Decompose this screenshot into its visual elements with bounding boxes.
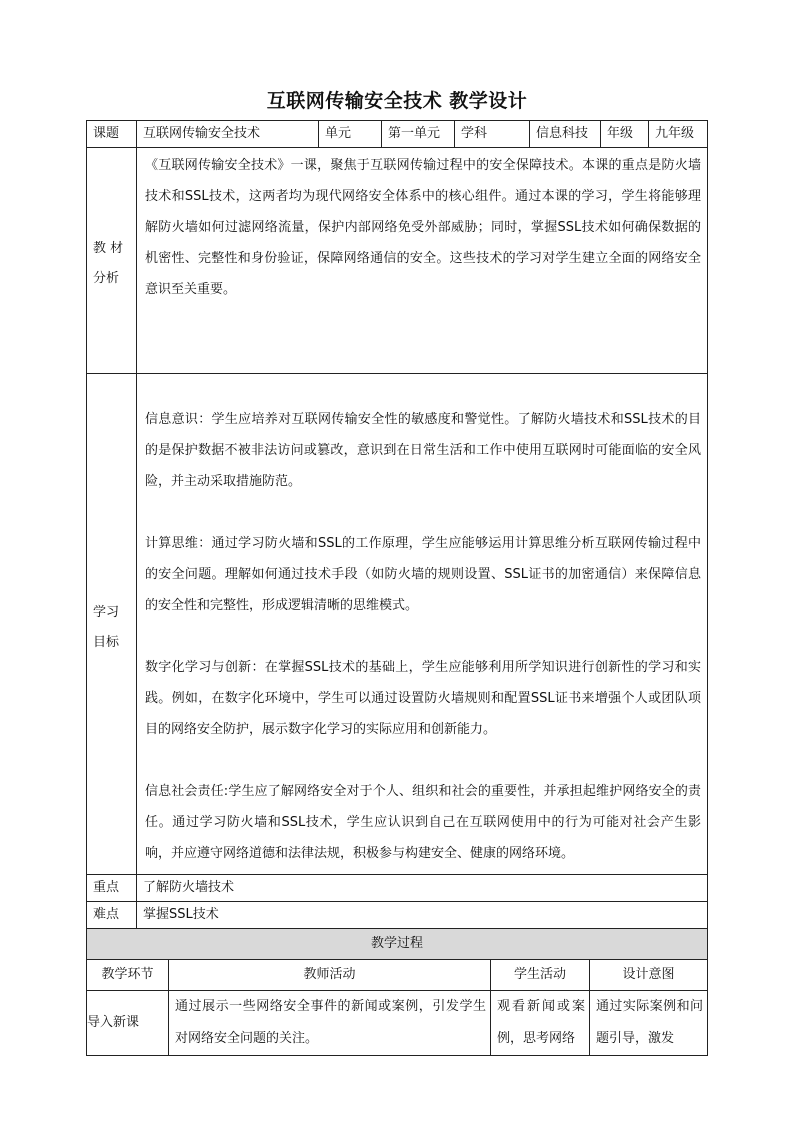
subject-value: 信息科技 — [530, 121, 601, 148]
material-text-cell — [137, 148, 708, 374]
process-row — [87, 991, 708, 1056]
page-title: 互联网传输安全技术 教学设计 — [266, 90, 528, 112]
lesson-info-table — [86, 120, 708, 929]
teacher-text: 通过展示一些网络安全事件的新闻或案例，引发学生对网络安全问题的关注。 — [175, 999, 486, 1046]
unit-label: 单元 — [319, 121, 382, 148]
col-intent: 设计意图 — [590, 960, 708, 991]
grade-value: 九年级 — [649, 121, 708, 148]
objectives-text-cell — [137, 374, 708, 875]
student-text: 观看新闻或案例，思考网络 — [497, 999, 585, 1046]
intent-text: 通过实际案例和问题引导，激发 — [596, 999, 704, 1046]
unit-value: 第一单元 — [382, 121, 455, 148]
header-row — [87, 121, 708, 148]
objective-computational-thinking: 计算思维：通过学习防火墙和SSL的工作原理，学生应能够运用计算思维分析互联网传输过程中的安全问题。理解如何通过技术手段（如防火墙的规则设置、SSL证书的加密通信）来保障信息的安全性和完整性，形成逻辑清晰的思维模式。 — [145, 536, 701, 613]
objectives-row — [87, 374, 708, 875]
process-columns-row — [87, 960, 708, 991]
objective-social-responsibility: 信息社会责任:学生应了解网络安全对于个人、组织和社会的重要性，并承担起维护网络安全的责任。通过学习防火墙和SSL技术，学生应认识到自己在互联网使用中的行为可能对社会产生影响，并应遵守网络道德和法律法规，积极参与构建安全、健康的网络环境。 — [145, 784, 701, 861]
student-cell — [491, 991, 590, 1056]
col-stage: 教学环节 — [87, 960, 169, 991]
stage-text: 导入新课 — [87, 1015, 140, 1030]
material-label-2: 分析 — [93, 271, 120, 286]
key-point-value: 了解防火墙技术 — [137, 875, 708, 902]
objective-info-awareness: 信息意识：学生应培养对互联网传输安全性的敏感度和警觉性。了解防火墙技术和SSL技术的目的是保护数据不被非法访问或篡改，意识到在日常生活和工作中使用互联网时可能面临的安全风险，并主动采取措施防范。 — [145, 412, 701, 489]
difficulty-value: 掌握SSL技术 — [137, 902, 708, 929]
material-text: 《互联网传输安全技术》一课，聚焦于互联网传输过程中的安全保障技术。本课的重点是防火墙技术和SSL技术，这两者均为现代网络安全体系中的核心组件。通过本课的学习，学生将能够理解防火墙如何过滤网络流量，保护内部网络免受外部威胁；同时，掌握SSL技术如何确保数据的机密性、完整性和身份验证，保障网络通信的安全。这些技术的学习对学生建立全面的网络安全意识至关重要。 — [145, 158, 701, 297]
material-row — [87, 148, 708, 374]
intent-cell — [590, 991, 708, 1056]
teacher-cell — [169, 991, 491, 1056]
key-point-label: 重点 — [87, 875, 137, 902]
teaching-process-table — [86, 928, 708, 1056]
stage-cell — [87, 991, 169, 1056]
grade-label: 年级 — [601, 121, 649, 148]
material-label-cell — [87, 148, 137, 374]
objectives-label-cell — [87, 374, 137, 875]
subject-label: 学科 — [455, 121, 530, 148]
key-point-row — [87, 875, 708, 902]
objectives-label-1: 学习 — [93, 605, 120, 620]
topic-value: 互联网传输安全技术 — [137, 121, 319, 148]
process-title: 教学过程 — [87, 929, 708, 960]
topic-label: 课题 — [87, 121, 137, 148]
col-teacher: 教师活动 — [169, 960, 491, 991]
col-student: 学生活动 — [491, 960, 590, 991]
difficulty-label: 难点 — [87, 902, 137, 929]
process-title-row — [87, 929, 708, 960]
objectives-label-2: 目标 — [93, 635, 120, 650]
objective-digital-learning: 数字化学习与创新：在掌握SSL技术的基础上，学生应能够利用所学知识进行创新性的学习和实践。例如，在数字化环境中，学生可以通过设置防火墙规则和配置SSL证书来增强个人或团队项目的网络安全防护，展示数字化学习的实际应用和创新能力。 — [145, 660, 701, 737]
difficulty-row — [87, 902, 708, 929]
material-label-1: 教 材 — [93, 241, 124, 256]
